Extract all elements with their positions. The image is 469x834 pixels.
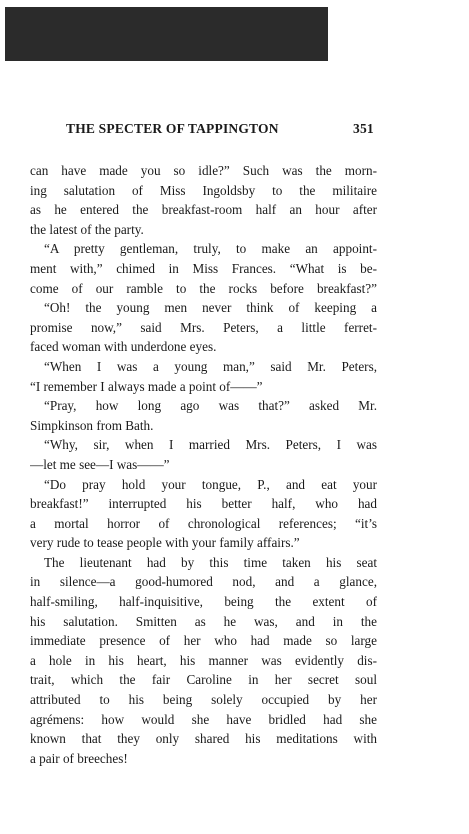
text-line: come of our ramble to the rocks before breakfast?”: [30, 280, 377, 296]
text-line: The lieutenant had by this time taken his seat: [44, 554, 377, 570]
text-line: “A pretty gentleman, truly, to make an appoint-: [44, 241, 377, 257]
redaction-bar: [5, 7, 328, 61]
text-line: “Do pray hold your tongue, P., and eat your: [44, 476, 377, 492]
text-line: —let me see—I was——”: [30, 456, 170, 472]
text-line: very rude to tease people with your family affairs.”: [30, 535, 300, 551]
text-line: faced woman with underdone eyes.: [30, 339, 217, 355]
text-line: immediate presence of her who had made so large: [30, 633, 377, 649]
text-line: in silence—a good-humored nod, and a glance,: [30, 574, 377, 590]
text-line: attributed to his being solely occupied by her: [30, 692, 377, 708]
text-line: breakfast!” interrupted his better half, who had: [30, 496, 377, 512]
running-head-title: THE SPECTER OF TAPPINGTON: [66, 121, 279, 136]
text-line: ment with,” chimed in Miss Frances. “What is be-: [30, 260, 377, 276]
body-text: [30, 161, 377, 768]
text-line: “When I was a young man,” said Mr. Peters,: [44, 358, 377, 374]
text-line: “I remember I always made a point of——”: [30, 378, 263, 394]
running-head: [30, 121, 455, 139]
text-line: a hole in his heart, his manner was evidently dis-: [30, 652, 377, 668]
text-line: agrémens: how would she have bridled had she: [30, 711, 377, 727]
text-line: Simpkinson from Bath.: [30, 417, 154, 433]
text-line: “Why, sir, when I married Mrs. Peters, I was: [44, 437, 377, 453]
text-line: a pair of breeches!: [30, 750, 128, 766]
text-line: “Pray, how long ago was that?” asked Mr.: [44, 398, 377, 414]
text-line: as he entered the breakfast-room half an hour after: [30, 202, 377, 218]
text-line: the latest of the party.: [30, 221, 144, 237]
text-line: “Oh! the young men never think of keeping a: [44, 300, 377, 316]
text-line: half-smiling, half-inquisitive, being the extent of: [30, 594, 377, 610]
text-line: ing salutation of Miss Ingoldsby to the militaire: [30, 182, 377, 198]
text-line: promise now,” said Mrs. Peters, a little ferret-: [30, 319, 377, 335]
text-line: his salutation. Smitten as he was, and in the: [30, 613, 377, 629]
text-line: trait, which the fair Caroline in her secret soul: [30, 672, 377, 688]
page-number: 351: [353, 121, 374, 136]
text-line: a mortal horror of chronological references; “it’s: [30, 515, 377, 531]
text-line: can have made you so idle?” Such was the morn-: [30, 163, 377, 178]
text-line: known that they only shared his meditations with: [30, 731, 377, 747]
